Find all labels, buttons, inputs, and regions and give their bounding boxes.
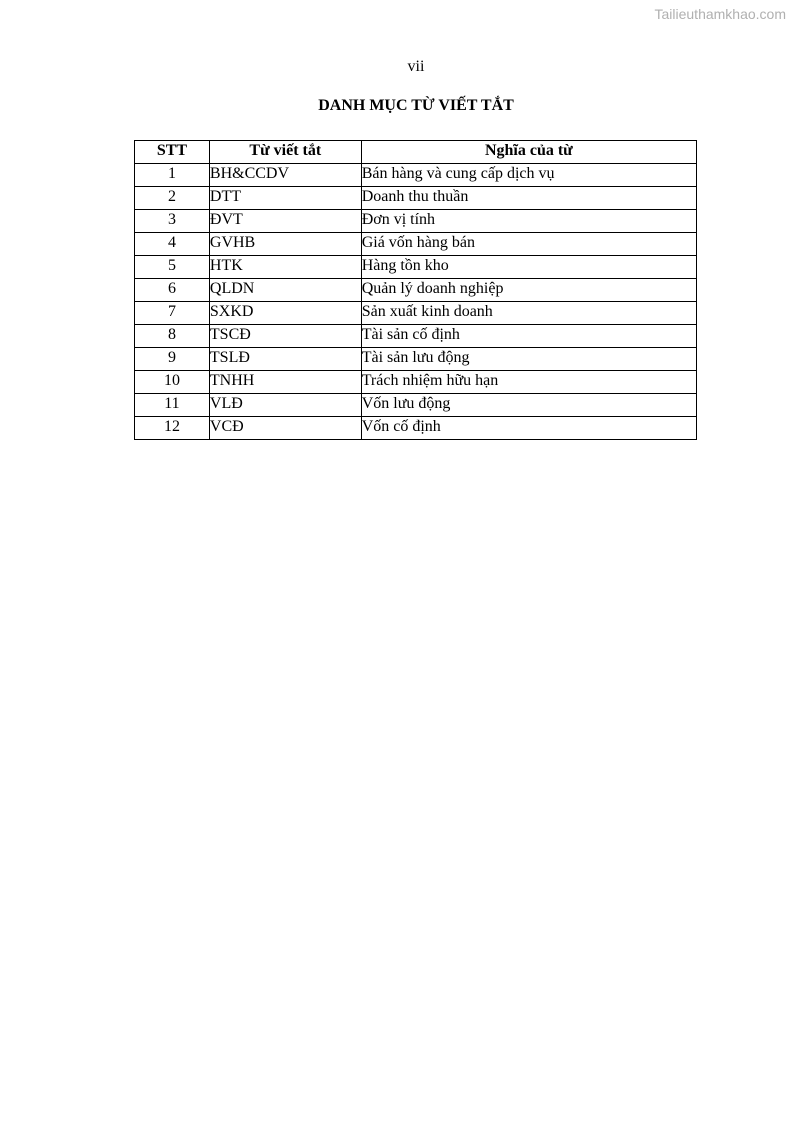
cell-abbreviation: TSCĐ: [209, 325, 361, 348]
cell-abbreviation: HTK: [209, 256, 361, 279]
cell-stt: 1: [135, 164, 210, 187]
header-abbreviation: Từ viết tắt: [209, 141, 361, 164]
cell-abbreviation: VCĐ: [209, 417, 361, 440]
table-row: [135, 394, 697, 417]
table-row: [135, 210, 697, 233]
table-row: [135, 187, 697, 210]
table-body: [135, 164, 697, 440]
cell-stt: 3: [135, 210, 210, 233]
cell-meaning: Hàng tồn kho: [361, 256, 696, 279]
table-row: [135, 256, 697, 279]
page-number: vii: [407, 58, 425, 75]
cell-meaning: Doanh thu thuần: [361, 187, 696, 210]
cell-stt: 5: [135, 256, 210, 279]
cell-meaning: Giá vốn hàng bán: [361, 233, 696, 256]
cell-stt: 12: [135, 417, 210, 440]
table-row: [135, 302, 697, 325]
table-row: [135, 348, 697, 371]
cell-meaning: Vốn cố định: [361, 417, 696, 440]
cell-stt: 6: [135, 279, 210, 302]
cell-meaning: Trách nhiệm hữu hạn: [361, 371, 696, 394]
cell-meaning: Tài sản cố định: [361, 325, 696, 348]
table-row: [135, 233, 697, 256]
header-meaning: Nghĩa của từ: [361, 141, 696, 164]
table-row: [135, 164, 697, 187]
cell-abbreviation: ĐVT: [209, 210, 361, 233]
cell-stt: 2: [135, 187, 210, 210]
cell-abbreviation: GVHB: [209, 233, 361, 256]
cell-stt: 7: [135, 302, 210, 325]
cell-meaning: Tài sản lưu động: [361, 348, 696, 371]
cell-meaning: Bán hàng và cung cấp dịch vụ: [361, 164, 696, 187]
cell-abbreviation: SXKD: [209, 302, 361, 325]
table-row: [135, 371, 697, 394]
cell-meaning: Vốn lưu động: [361, 394, 696, 417]
table-row: [135, 417, 697, 440]
header-stt: STT: [135, 141, 210, 164]
page-title: DANH MỤC TỪ VIẾT TẮT: [318, 97, 514, 114]
cell-abbreviation: QLDN: [209, 279, 361, 302]
cell-abbreviation: VLĐ: [209, 394, 361, 417]
abbreviation-table: [134, 140, 697, 440]
cell-stt: 11: [135, 394, 210, 417]
cell-meaning: Quản lý doanh nghiệp: [361, 279, 696, 302]
cell-stt: 4: [135, 233, 210, 256]
cell-stt: 8: [135, 325, 210, 348]
cell-stt: 9: [135, 348, 210, 371]
cell-meaning: Sản xuất kinh doanh: [361, 302, 696, 325]
cell-abbreviation: TNHH: [209, 371, 361, 394]
cell-meaning: Đơn vị tính: [361, 210, 696, 233]
cell-stt: 10: [135, 371, 210, 394]
table-row: [135, 279, 697, 302]
watermark: Tailieuthamkhao.com: [654, 6, 786, 22]
cell-abbreviation: TSLĐ: [209, 348, 361, 371]
table-row: [135, 325, 697, 348]
table-header-row: [135, 141, 697, 164]
cell-abbreviation: BH&CCDV: [209, 164, 361, 187]
cell-abbreviation: DTT: [209, 187, 361, 210]
